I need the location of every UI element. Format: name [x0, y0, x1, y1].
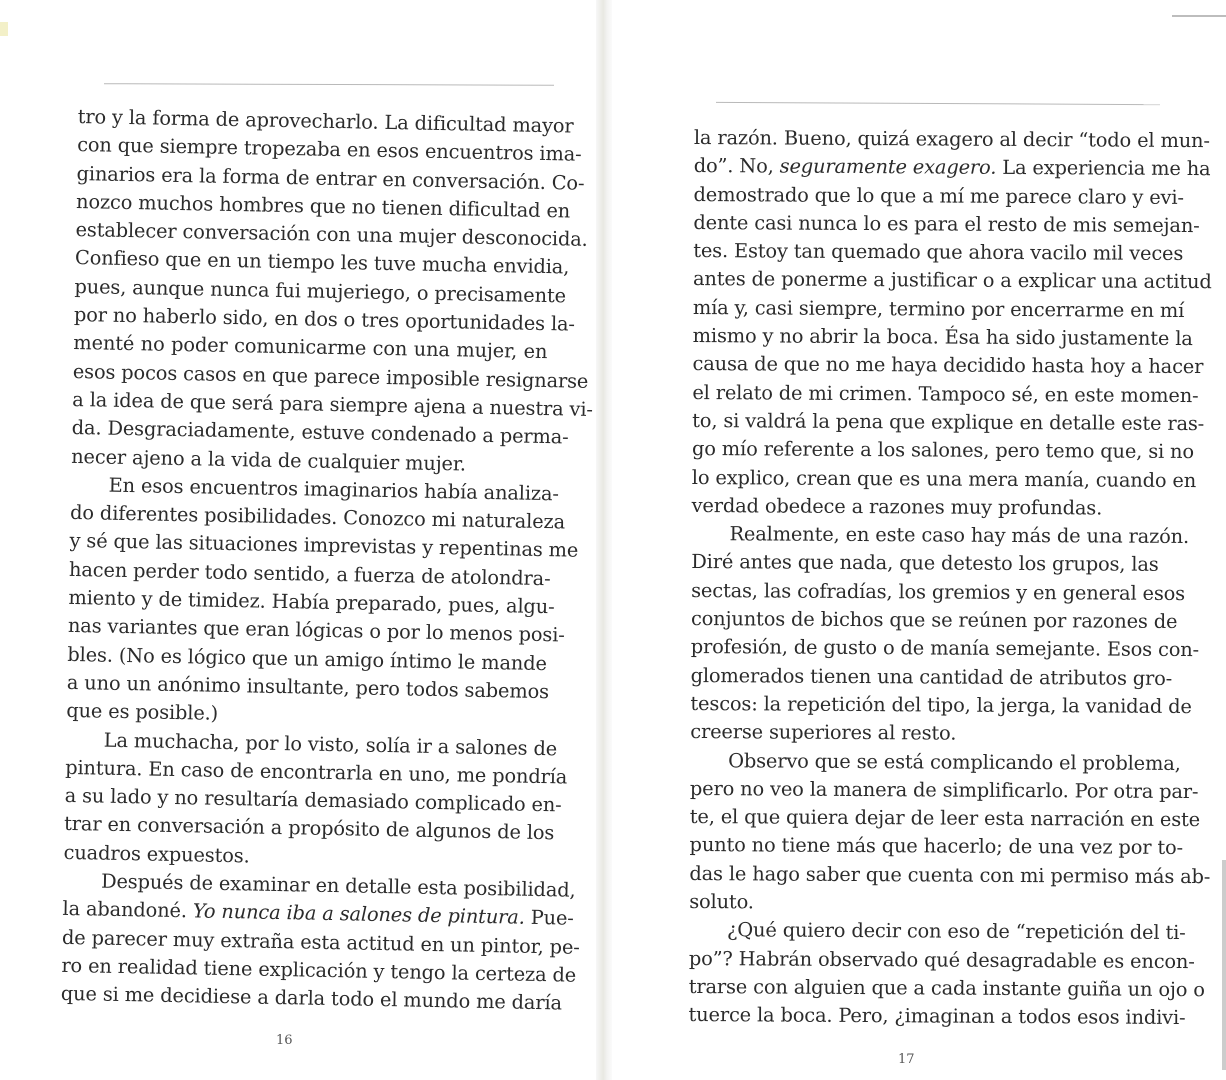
- text-line: dente casi nunca lo es para el resto de mis semejan-: [693, 210, 1200, 237]
- right-page-text: [688, 124, 1212, 1032]
- text-line: causa de que no me haya decidido hasta hoy a hacer: [692, 352, 1204, 379]
- text-run: la abandoné.: [62, 897, 194, 923]
- text-line: Confieso que en un tiempo les tuve mucha envidia,: [74, 246, 570, 279]
- text-line: do diferentes posibilidades. Conozco mi naturaleza: [69, 501, 566, 534]
- text-line: y sé que las situaciones imprevistas y repentinas me: [69, 529, 579, 563]
- text-line: nozco muchos hombres que no tienen dificultad en: [75, 189, 571, 223]
- text-line: po”? Habrán observado qué desagradable es encon-: [688, 946, 1195, 973]
- text-line: bles. (No es lógico que un amigo íntimo le mande: [67, 642, 548, 675]
- text-line: trar en conversación a propósito de algunos de los: [63, 812, 555, 845]
- italic-phrase: Yo nunca iba a salones de pintura.: [192, 899, 525, 930]
- text-line: con que siempre tropezaba en esos encuentros ima-: [76, 133, 582, 166]
- text-line: hacen perder todo sentido, a fuerza de atolondra-: [68, 557, 551, 590]
- text-line: Realmente, en este caso hay más de una razón.: [729, 522, 1190, 549]
- text-run: Pue-: [524, 906, 574, 930]
- text-run: do”. No,: [693, 154, 780, 178]
- text-line: punto no tiene más que hacerlo; de una vez por to-: [689, 833, 1184, 860]
- text-line: tuerce la boca. Pero, ¿imaginan a todos esos indivi-: [688, 1003, 1186, 1030]
- text-line: pero no veo la manera de simplificarlo. Por otra par-: [689, 776, 1199, 803]
- text-line: tro y la forma de aprovecharlo. La dificultad mayor: [77, 104, 574, 138]
- text-line: go mío referente a los salones, pero temo que, si no: [691, 437, 1195, 464]
- text-line: sectas, las cofradías, los gremios y en general esos: [691, 578, 1186, 605]
- page-number: 17: [898, 1052, 915, 1067]
- page-edge-line: [1172, 15, 1226, 17]
- text-line: La muchacha, por lo visto, solía ir a salones de: [103, 728, 558, 760]
- left-page-text: [60, 103, 593, 1017]
- text-line: que es posible.): [66, 699, 219, 726]
- text-line: esos pocos casos en que parece imposible resignarse: [72, 359, 589, 393]
- text-line: tescos: la repetición del tipo, la jerga, la vanidad de: [690, 691, 1192, 718]
- text-line: te, el que quiera dejar de leer esta narración en este: [689, 805, 1201, 832]
- text-line: En esos encuentros imaginarios había analiza-: [108, 473, 560, 506]
- text-line: mismo y no abrir la boca. Ésa ha sido justamente la: [692, 324, 1193, 351]
- text-line: a uno un anónimo insultante, pero todos sabemos: [66, 670, 550, 704]
- text-line: por no haberlo sido, en dos o tres oportunidades la-: [73, 303, 576, 336]
- text-line: [693, 152, 1211, 183]
- text-line: da. Desgraciadamente, estuve condenado a perma-: [71, 416, 569, 449]
- text-line: pintura. En caso de encontrarla en uno, me pondría: [65, 755, 568, 789]
- text-line: cuadros expuestos.: [63, 840, 250, 868]
- text-line: Diré antes que nada, que detesto los grupos, las: [691, 550, 1159, 577]
- text-line: tes. Estoy tan quemado que ahora vacilo mil veces: [693, 239, 1184, 266]
- text-line: necer ajeno a la vida de cualquier mujer.: [71, 444, 467, 476]
- text-line: de parecer muy extraña esta actitud en un pintor, pe-: [61, 925, 580, 959]
- page-corner-mark: [0, 22, 8, 36]
- text-line: lo explico, crean que es una mera manía, cuando en: [691, 465, 1197, 492]
- text-line: trarse con alguien que a cada instante guiña un ojo o: [688, 974, 1205, 1002]
- text-line: que si me decidiese a darla todo el mundo me daría: [60, 982, 563, 1015]
- header-rule: [104, 83, 554, 86]
- text-line: mía y, casi siempre, termino por encerrarme en mí: [692, 295, 1185, 322]
- left-page: [0, 0, 600, 1080]
- text-line: nas variantes que eran lógicas o por lo menos posi-: [67, 614, 565, 647]
- text-line: to, si valdrá la pena que explique en detalle este ras-: [692, 408, 1205, 436]
- text-line: a su lado y no resultaría demasiado complicado en-: [64, 783, 562, 817]
- text-line: ginarios era la forma de entrar en conversación. Co-: [76, 161, 585, 195]
- text-line: la razón. Bueno, quizá exagero al decir “todo el mun-: [693, 125, 1210, 153]
- page-edge-shadow: [1222, 860, 1226, 1070]
- text-line: creerse superiores al resto.: [690, 720, 957, 745]
- text-line: soluto.: [689, 890, 754, 914]
- text-line: antes de ponerme a justificar o a explicar una actitud: [692, 267, 1212, 294]
- text-line: el relato de mi crimen. Tampoco sé, en este momen-: [692, 380, 1199, 407]
- text-line: profesión, de gusto o de manía semejante. Esos con-: [690, 635, 1200, 662]
- text-line: verdad obedece a razones muy profundas.: [691, 493, 1103, 520]
- text-line: Después de examinar en detalle esta posibilidad,: [100, 869, 576, 902]
- text-line: a la idea de que será para siempre ajena a nuestra vi-: [72, 387, 593, 421]
- text-line: pues, aunque nunca fui mujeriego, o precisamente: [74, 274, 567, 308]
- text-line: ¿Qué quiero decir con eso de “repetición del ti-: [727, 918, 1186, 945]
- text-line: establecer conversación con una mujer desconocida.: [75, 218, 588, 251]
- text-line: demostrado que lo que a mí me parece claro y evi-: [693, 182, 1184, 209]
- text-line: Observo que se está complicando el problema,: [728, 748, 1181, 775]
- text-line: miento y de timidez. Había preparado, pues, algu-: [68, 585, 555, 619]
- text-line: das le hago saber que cuenta con mi permiso más ab-: [689, 861, 1211, 888]
- text-run: La experiencia me ha: [996, 156, 1211, 181]
- italic-phrase: seguramente exagero.: [779, 154, 997, 180]
- text-line: menté no poder comunicarme con una mujer, en: [73, 331, 548, 364]
- text-line: glomerados tienen una cantidad de atributos gro-: [690, 663, 1173, 690]
- text-line: conjuntos de bichos que se reúnen por razones de: [690, 607, 1178, 634]
- text-line: ro en realidad tiene explicación y tengo la certeza de: [61, 953, 577, 987]
- page-number: 16: [276, 1033, 293, 1048]
